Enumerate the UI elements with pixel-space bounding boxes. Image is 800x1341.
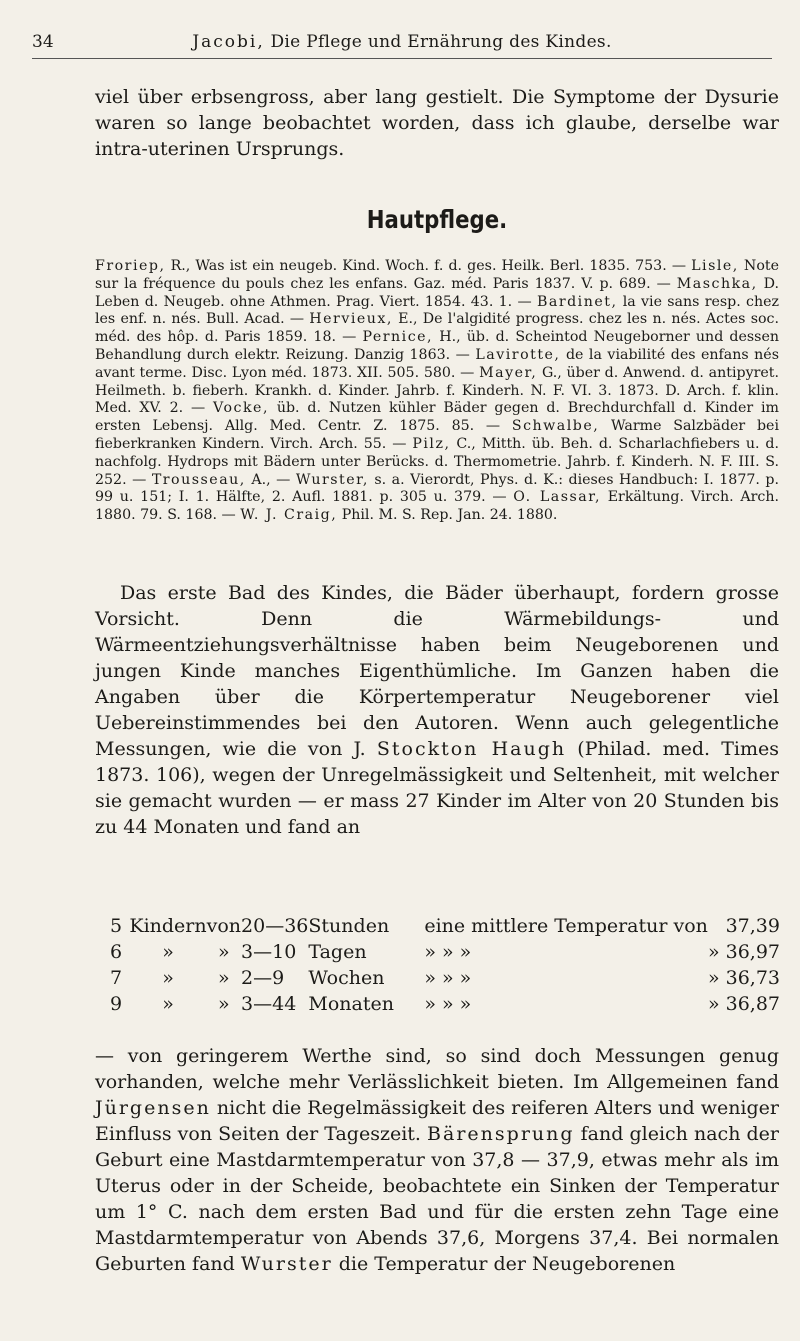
table-cell-range: 3—10 — [241, 941, 297, 963]
table-cell-value: » 36,87 — [707, 993, 780, 1015]
section-heading: Hautpflege. — [366, 205, 508, 234]
table-cell-value: » 36,97 — [707, 941, 780, 963]
bib-author: Wurster, — [295, 471, 369, 488]
running-author: Jacobi, — [192, 32, 265, 52]
bib-author: Hervieux, — [309, 311, 393, 328]
running-book-title: Die Pflege und Ernährung des Kindes. — [270, 32, 612, 52]
table-cell-range: 2—9 — [241, 967, 285, 989]
table-cell-q1: » — [162, 967, 174, 989]
table-cell-range: 20—36 — [241, 915, 309, 937]
bib-entry — [95, 258, 667, 274]
table-cell-range: 3—44 — [241, 993, 297, 1015]
table-cell-q2: » — [218, 967, 230, 989]
bib-text: la vie sans resp. chez les enf. n. nés. Bull. Acad. — [95, 293, 779, 328]
table-cell-q1: » — [162, 993, 174, 1015]
bib-text: Warme Salzbäder bei fieberkranken Kindern. Virch. Arch. 55. — [95, 418, 779, 452]
table-row — [110, 991, 780, 1017]
table-cell-rest: » » » — [424, 993, 472, 1015]
bib-author: Trousseau, — [151, 471, 246, 488]
bib-text: C., Mitth. üb. Beh. d. Scharlachfiebers u. d. nachfolg. Hydrops mit Bädern unter Berücks. d. Thermometrie. Jahrb. f. Kinderh. N. F. III. S. 252. — [95, 435, 779, 488]
bib-author: Lavirotte, — [475, 346, 561, 363]
bib-author: Lisle, — [691, 258, 739, 274]
table-cell-q2: von — [206, 915, 242, 937]
bib-text: de la viabilité des enfans nés avant terme. Disc. Lyon méd. 1873. XII. 505. 580. — [95, 346, 779, 381]
table-cell-n: 9 — [110, 993, 123, 1015]
bib-text: G., über d. Anwend. d. antipyret. Heilmeth. b. fieberh. Krankh. d. Kinder. Jahrb. f. Kinderh. N. F. VI. 3. 1873. D. Arch. f. klin. Med. XV. 2. — [95, 364, 779, 417]
page-number: 34 — [32, 32, 54, 52]
table-cell-q2: » — [218, 993, 230, 1015]
bib-text: üb. d. Nutzen kühler Bäder gegen d. Brechdurchfall d. Kinder im ersten Lebensj. Allg. Med. Centr. Z. 1875. 85. — [95, 400, 779, 435]
cited-author: Wurster — [240, 1253, 333, 1275]
paragraph-measurements — [95, 1043, 779, 1277]
bib-author: W. J. Craig, — [240, 507, 338, 524]
table-cell-unit: Monaten — [308, 993, 394, 1015]
cited-author: Jürgensen — [95, 1097, 211, 1119]
bib-text: s. a. Vierordt, Phys. d. K.: dieses Handbuch: I. 1877. p. 99 u. 151; I. 1. Hälfte, 2. Aufl. 1881. p. 305 u. 379. — [95, 471, 779, 506]
table-cell-unit: Tagen — [308, 941, 367, 963]
bib-text: Phil. M. S. Rep. Jan. 24. 1880. — [337, 507, 558, 524]
cited-author: Stockton Haugh — [376, 738, 567, 760]
bib-author: Pernice, — [362, 329, 434, 346]
table-cell-value: 37,39 — [725, 915, 780, 937]
paragraph-text: (Philad. med. Times 1873. 106), wegen der Unregelmässigkeit und Seltenheit, mit welcher sie gemacht wurden — er mass 27 Kinder im Alter von 20 Stunden bis zu 44 Monaten und fand an — [95, 738, 779, 838]
bibliography — [95, 258, 779, 525]
bib-author: Pilz, — [412, 435, 451, 452]
paragraph-text: — von geringerem Werthe sind, so sind doch Messungen genug vorhanden, welche mehr Verlässlichkeit bieten. Im Allgemeinen fand — [95, 1045, 779, 1093]
bib-author: Mayer, — [479, 364, 538, 381]
bib-text: D. Leben d. Neugeb. ohne Athmen. Prag. Viert. 1854. 43. 1. — [95, 275, 779, 310]
table-cell-unit: Stunden — [308, 915, 390, 937]
table-row — [110, 965, 780, 991]
table-cell-q1: Kindern — [129, 915, 207, 937]
paragraph-text: die Temperatur der Neugeborenen — [338, 1253, 676, 1275]
bib-text: H., üb. d. Scheintod Neugeborner und dessen Behandlung durch elektr. Reizung. Danzig 1863. — [95, 329, 779, 363]
table-row — [110, 913, 780, 939]
bib-text: R., Was ist ein neugeb. Kind. Woch. f. d. ges. Heilk. Berl. 1835. 753. — [165, 258, 667, 274]
bib-text: Erkältung. Virch. Arch. 1880. 79. S. 168. — [95, 489, 779, 524]
table-cell-n: 7 — [110, 967, 123, 989]
running-title — [32, 32, 772, 52]
page-header — [32, 28, 772, 59]
table-cell-n: 6 — [110, 941, 123, 963]
bib-entry — [217, 507, 557, 523]
table-cell-rest: eine mittlere Temperatur von — [424, 915, 708, 937]
table-cell-unit: Wochen — [308, 967, 385, 989]
paragraph-text: nicht die Regelmässigkeit des reiferen Alters und weniger Einfluss von Seiten der Tageszeit. — [95, 1097, 780, 1145]
table-cell-value: » 36,73 — [707, 967, 780, 989]
bib-text: Note sur la fréquence du pouls chez les enfans. Gaz. méd. Paris 1837. V. p. 689. — [95, 258, 779, 292]
table-cell-n: 5 — [110, 915, 123, 937]
table-cell-rest: » » » — [424, 967, 472, 989]
paragraph-bath — [95, 580, 779, 840]
table-cell-q1: » — [162, 941, 174, 963]
bib-author: Froriep, — [95, 258, 166, 274]
bib-author: Schwalbe, — [511, 418, 600, 435]
table-row — [110, 939, 780, 965]
bib-text: A., — [245, 471, 277, 488]
cited-author: Bärensprung — [427, 1123, 575, 1145]
bib-entry — [127, 472, 277, 488]
temperature-table — [110, 913, 780, 1017]
bib-author: Vocke, — [213, 400, 269, 417]
paragraph-text: Das erste Bad des Kindes, die Bäder überhaupt, fordern grosse Vorsicht. Denn die Wärmebildungs- und Wärmeentziehungsverhältnisse haben beim Neugeborenen und jungen Kinde manches Eigenthümliche. Im Ganzen haben die Angaben über die Körpertemperatur Neugeborener viel Uebereinstimmendes bei den Autoren. Wenn auch gelegentliche Messungen, wie die von J. — [95, 582, 779, 760]
bib-author: Maschka, — [676, 275, 758, 292]
table-cell-rest: » » » — [424, 941, 472, 963]
intro-paragraph: viel über erbsengross, aber lang gestielt. Die Symptome der Dysurie waren so lange beobachtet worden, dass ich glaube, derselbe war intra-uterinen Ursprungs. — [95, 86, 779, 160]
bib-author: Bardinet, — [536, 293, 618, 310]
bib-author: O. Lassar, — [513, 489, 601, 506]
table-cell-q2: » — [218, 941, 230, 963]
paragraph-text: fand gleich nach der Geburt eine Mastdarmtemperatur von 37,8 — 37,9, etwas mehr als im Uterus oder in der Scheide, beobachtete ein Sinken der Temperatur um 1° C. nach dem ersten Bad und für die ersten zehn Tage eine Mastdarmtemperatur von Abends 37,6, Morgens 37,4. Bei normalen Geburten fand — [95, 1123, 780, 1275]
bib-text: E., De l'algidité progress. chez les n. nés. Actes soc. méd. des hôp. d. Paris 1859. 18. — [95, 311, 779, 346]
